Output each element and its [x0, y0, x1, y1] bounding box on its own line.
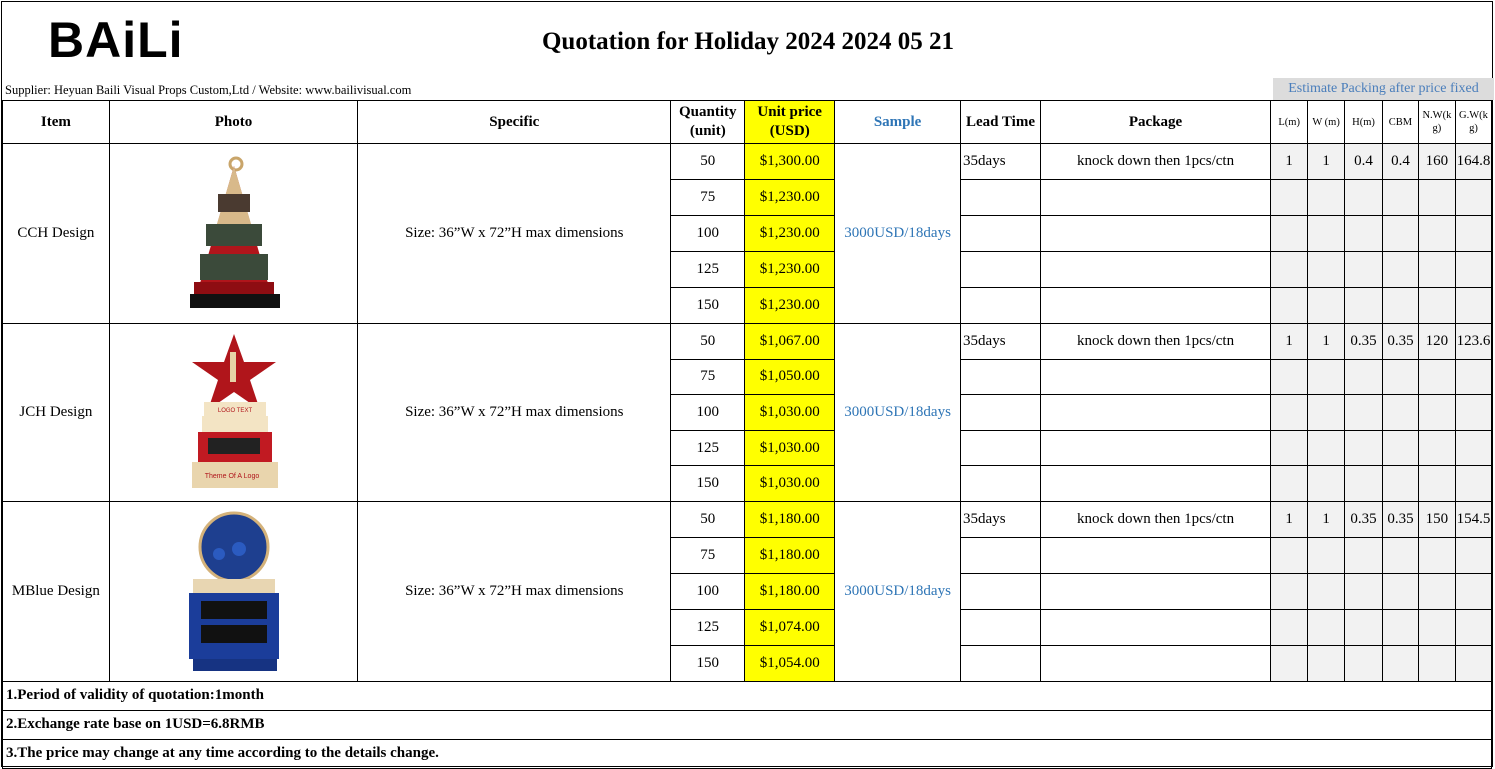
lead-time-cell — [961, 180, 1041, 216]
packing-cbm-cell: 0.4 — [1382, 144, 1418, 180]
packing-empty-cell — [1308, 395, 1345, 431]
package-cell — [1040, 252, 1270, 288]
packing-w-header: W (m) — [1308, 101, 1345, 144]
quotation-table — [2, 100, 1492, 769]
packing-empty-cell — [1345, 252, 1383, 288]
quantity-cell: 150 — [671, 466, 745, 502]
package-cell — [1040, 609, 1270, 645]
packing-empty-cell — [1418, 573, 1455, 609]
header-item: Item — [3, 101, 110, 144]
packing-l-cell: 1 — [1271, 144, 1308, 180]
packing-empty-cell — [1418, 430, 1455, 466]
packing-empty-cell — [1455, 216, 1491, 252]
header-photo: Photo — [109, 101, 358, 144]
unit-price-cell: $1,230.00 — [745, 216, 835, 252]
jch-photo-logo-text: LOGO TEXT — [217, 408, 252, 415]
unit-price-cell: $1,050.00 — [745, 359, 835, 395]
product-photo — [109, 324, 358, 502]
note-validity: 1.Period of validity of quotation:1month — [3, 681, 1492, 710]
baili-logo: BAiLi — [48, 12, 184, 68]
packing-empty-cell — [1418, 216, 1455, 252]
unit-price-cell: $1,230.00 — [745, 180, 835, 216]
quantity-cell: 100 — [671, 216, 745, 252]
quantity-cell: 75 — [671, 359, 745, 395]
packing-empty-cell — [1345, 395, 1383, 431]
packing-empty-cell — [1382, 609, 1418, 645]
packing-empty-cell — [1345, 645, 1383, 681]
packing-empty-cell — [1418, 359, 1455, 395]
packing-empty-cell — [1271, 645, 1308, 681]
quantity-cell: 50 — [671, 501, 745, 537]
package-cell: knock down then 1pcs/ctn — [1040, 324, 1270, 360]
packing-gw-header: G.W(kg) — [1455, 101, 1491, 144]
lead-time-cell — [961, 537, 1041, 573]
packing-empty-cell — [1308, 466, 1345, 502]
packing-empty-cell — [1418, 395, 1455, 431]
package-cell — [1040, 359, 1270, 395]
mblue-design-photo — [179, 509, 289, 674]
header-specific: Specific — [358, 101, 671, 144]
packing-empty-cell — [1382, 430, 1418, 466]
lead-time-cell: 35days — [961, 324, 1041, 360]
unit-price-cell: $1,180.00 — [745, 573, 835, 609]
packing-empty-cell — [1271, 252, 1308, 288]
packing-empty-cell — [1455, 180, 1491, 216]
lead-time-cell — [961, 430, 1041, 466]
product-photo — [109, 144, 358, 324]
spec-text: Size: 36”W x 72”H max dimensions — [358, 501, 671, 681]
table-row — [3, 144, 1492, 180]
quantity-cell: 150 — [671, 288, 745, 324]
packing-empty-cell — [1382, 645, 1418, 681]
packing-empty-cell — [1382, 537, 1418, 573]
sample-cell: 3000USD/18days — [835, 501, 961, 681]
unit-price-cell: $1,180.00 — [745, 537, 835, 573]
packing-h-header: H(m) — [1345, 101, 1383, 144]
packing-h-cell: 0.4 — [1345, 144, 1383, 180]
packing-empty-cell — [1345, 216, 1383, 252]
package-cell: knock down then 1pcs/ctn — [1040, 144, 1270, 180]
packing-empty-cell — [1455, 359, 1491, 395]
package-cell — [1040, 395, 1270, 431]
packing-empty-cell — [1271, 537, 1308, 573]
packing-empty-cell — [1382, 359, 1418, 395]
packing-empty-cell — [1382, 573, 1418, 609]
unit-price-cell: $1,230.00 — [745, 288, 835, 324]
unit-price-cell: $1,054.00 — [745, 645, 835, 681]
packing-empty-cell — [1418, 288, 1455, 324]
packing-empty-cell — [1455, 288, 1491, 324]
quantity-cell: 75 — [671, 180, 745, 216]
packing-empty-cell — [1382, 216, 1418, 252]
spec-text: Size: 36”W x 72”H max dimensions — [358, 144, 671, 324]
packing-empty-cell — [1308, 180, 1345, 216]
header-unit-price — [745, 101, 835, 144]
package-cell — [1040, 466, 1270, 502]
packing-empty-cell — [1345, 466, 1383, 502]
packing-empty-cell — [1455, 537, 1491, 573]
unit-price-cell: $1,030.00 — [745, 466, 835, 502]
lead-time-cell — [961, 466, 1041, 502]
packing-empty-cell — [1455, 395, 1491, 431]
packing-empty-cell — [1271, 288, 1308, 324]
packing-empty-cell — [1271, 180, 1308, 216]
packing-empty-cell — [1455, 430, 1491, 466]
packing-w-cell: 1 — [1308, 501, 1345, 537]
lead-time-cell — [961, 288, 1041, 324]
packing-empty-cell — [1382, 395, 1418, 431]
packing-empty-cell — [1271, 216, 1308, 252]
quantity-cell: 50 — [671, 144, 745, 180]
table-row — [3, 501, 1492, 537]
lead-time-cell — [961, 216, 1041, 252]
packing-h-cell: 0.35 — [1345, 501, 1383, 537]
packing-empty-cell — [1308, 216, 1345, 252]
packing-empty-cell — [1271, 430, 1308, 466]
header-package: Package — [1040, 101, 1270, 144]
note-price-change: 3.The price may change at any time according to the details change. — [3, 739, 1492, 768]
lead-time-cell — [961, 573, 1041, 609]
packing-empty-cell — [1308, 359, 1345, 395]
lead-time-cell — [961, 609, 1041, 645]
unit-price-cell: $1,030.00 — [745, 395, 835, 431]
packing-l-cell: 1 — [1271, 324, 1308, 360]
packing-empty-cell — [1308, 573, 1345, 609]
packing-empty-cell — [1418, 537, 1455, 573]
item-name: JCH Design — [3, 324, 110, 502]
package-cell — [1040, 180, 1270, 216]
package-cell — [1040, 645, 1270, 681]
quantity-cell: 125 — [671, 430, 745, 466]
lead-time-cell — [961, 645, 1041, 681]
package-cell — [1040, 537, 1270, 573]
header-quantity-label: Quantity — [679, 104, 737, 120]
packing-gw-cell: 154.5 — [1455, 501, 1491, 537]
packing-empty-cell — [1455, 609, 1491, 645]
unit-price-cell: $1,074.00 — [745, 609, 835, 645]
packing-empty-cell — [1345, 359, 1383, 395]
header-row — [3, 101, 1492, 144]
header-unit-price-label: Unit price — [757, 104, 822, 120]
quotation-sheet — [1, 1, 1493, 767]
lead-time-cell — [961, 359, 1041, 395]
product-photo — [109, 501, 358, 681]
packing-empty-cell — [1382, 180, 1418, 216]
packing-empty-cell — [1455, 252, 1491, 288]
note-exchange-rate: 2.Exchange rate base on 1USD=6.8RMB — [3, 710, 1492, 739]
header-quantity-unit: (unit) — [689, 123, 726, 139]
unit-price-cell: $1,230.00 — [745, 252, 835, 288]
packing-empty-cell — [1345, 288, 1383, 324]
packing-empty-cell — [1345, 537, 1383, 573]
unit-price-cell: $1,067.00 — [745, 324, 835, 360]
packing-empty-cell — [1382, 288, 1418, 324]
quantity-cell: 100 — [671, 395, 745, 431]
packing-empty-cell — [1271, 395, 1308, 431]
package-cell — [1040, 430, 1270, 466]
packing-cbm-header: CBM — [1382, 101, 1418, 144]
packing-empty-cell — [1455, 573, 1491, 609]
quantity-cell: 125 — [671, 609, 745, 645]
header-quantity — [671, 101, 745, 144]
item-name: CCH Design — [3, 144, 110, 324]
unit-price-cell: $1,180.00 — [745, 501, 835, 537]
quantity-cell: 75 — [671, 537, 745, 573]
packing-empty-cell — [1308, 252, 1345, 288]
packing-empty-cell — [1455, 466, 1491, 502]
packing-empty-cell — [1418, 180, 1455, 216]
packing-empty-cell — [1418, 466, 1455, 502]
packing-l-header: L(m) — [1271, 101, 1308, 144]
page-title: Quotation for Holiday 2024 2024 05 21 — [541, 28, 955, 55]
packing-empty-cell — [1308, 288, 1345, 324]
packing-empty-cell — [1308, 609, 1345, 645]
spec-text: Size: 36”W x 72”H max dimensions — [358, 324, 671, 502]
packing-l-cell: 1 — [1271, 501, 1308, 537]
item-name: MBlue Design — [3, 501, 110, 681]
packing-w-cell: 1 — [1308, 144, 1345, 180]
packing-empty-cell — [1418, 609, 1455, 645]
header-sample: Sample — [835, 101, 961, 144]
unit-price-cell: $1,030.00 — [745, 430, 835, 466]
packing-empty-cell — [1308, 430, 1345, 466]
packing-nw-header: N.W(kg) — [1418, 101, 1455, 144]
packing-gw-cell: 123.6 — [1455, 324, 1491, 360]
packing-empty-cell — [1308, 645, 1345, 681]
packing-cbm-cell: 0.35 — [1382, 324, 1418, 360]
packing-empty-cell — [1271, 573, 1308, 609]
packing-empty-cell — [1382, 466, 1418, 502]
packing-nw-cell: 150 — [1418, 501, 1455, 537]
packing-cbm-cell: 0.35 — [1382, 501, 1418, 537]
lead-time-cell: 35days — [961, 501, 1041, 537]
cch-design-photo — [174, 154, 294, 314]
package-cell — [1040, 573, 1270, 609]
header-lead-time: Lead Time — [961, 101, 1041, 144]
quantity-cell: 50 — [671, 324, 745, 360]
unit-price-cell: $1,300.00 — [745, 144, 835, 180]
supplier-info: Supplier: Heyuan Baili Visual Props Custom,Ltd / Website: www.bailivisual.com — [5, 83, 412, 97]
table-row — [3, 324, 1492, 360]
packing-nw-cell: 160 — [1418, 144, 1455, 180]
packing-empty-cell — [1308, 537, 1345, 573]
estimate-packing-note: Estimate Packing after price fixed — [1273, 78, 1494, 100]
packing-h-cell: 0.35 — [1345, 324, 1383, 360]
packing-empty-cell — [1271, 359, 1308, 395]
packing-empty-cell — [1271, 609, 1308, 645]
jch-design-photo — [184, 332, 284, 492]
packing-nw-cell: 120 — [1418, 324, 1455, 360]
packing-empty-cell — [1418, 252, 1455, 288]
sample-cell: 3000USD/18days — [835, 144, 961, 324]
lead-time-cell — [961, 252, 1041, 288]
packing-empty-cell — [1271, 466, 1308, 502]
packing-empty-cell — [1345, 573, 1383, 609]
packing-empty-cell — [1382, 252, 1418, 288]
header-unit-price-currency: (USD) — [769, 123, 810, 139]
package-cell — [1040, 216, 1270, 252]
quantity-cell: 100 — [671, 573, 745, 609]
jch-photo-theme-text: Theme Of A Logo — [204, 473, 259, 481]
quantity-cell: 125 — [671, 252, 745, 288]
packing-empty-cell — [1345, 609, 1383, 645]
packing-empty-cell — [1418, 645, 1455, 681]
package-cell: knock down then 1pcs/ctn — [1040, 501, 1270, 537]
lead-time-cell — [961, 395, 1041, 431]
packing-gw-cell: 164.8 — [1455, 144, 1491, 180]
packing-empty-cell — [1345, 180, 1383, 216]
package-cell — [1040, 288, 1270, 324]
lead-time-cell: 35days — [961, 144, 1041, 180]
packing-empty-cell — [1345, 430, 1383, 466]
sample-cell: 3000USD/18days — [835, 324, 961, 502]
quantity-cell: 150 — [671, 645, 745, 681]
packing-empty-cell — [1455, 645, 1491, 681]
packing-w-cell: 1 — [1308, 324, 1345, 360]
